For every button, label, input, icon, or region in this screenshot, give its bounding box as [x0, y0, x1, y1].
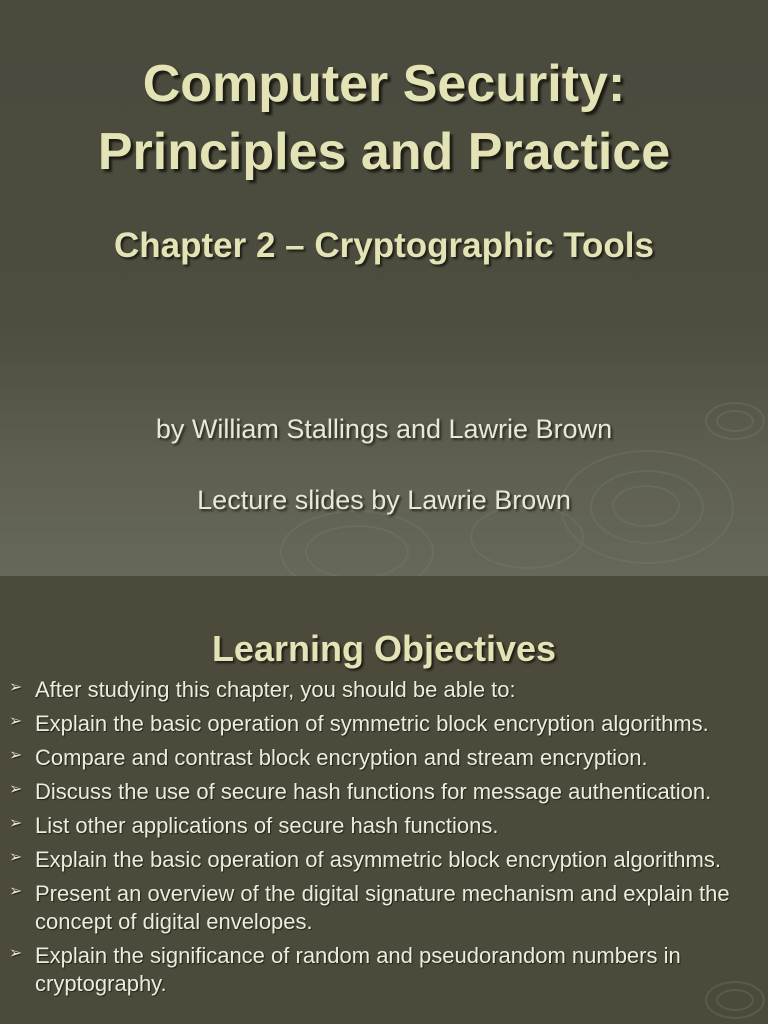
authors-line: by William Stallings and Lawrie Brown	[155, 414, 613, 444]
objective-item	[0, 744, 768, 772]
objective-text: Discuss the use of secure hash functions for message authentication.	[35, 779, 712, 804]
objective-text: Explain the basic operation of symmetric block encryption algorithms.	[35, 711, 709, 736]
arrow-bullet-icon: ➢	[9, 713, 23, 730]
arrow-bullet-icon: ➢	[9, 945, 23, 962]
chapter-subtitle: Chapter 2 – Cryptographic Tools	[114, 226, 654, 265]
objective-text: List other applications of secure hash functions.	[35, 813, 499, 838]
objective-item	[0, 880, 768, 936]
objective-item	[0, 846, 768, 874]
objectives-title: Learning Objectives	[211, 628, 557, 669]
objective-text: After studying this chapter, you should be able to:	[35, 677, 516, 702]
arrow-bullet-icon: ➢	[9, 883, 23, 900]
objective-text: Explain the basic operation of asymmetric block encryption algorithms.	[35, 847, 721, 872]
lecture-line: Lecture slides by Lawrie Brown	[197, 485, 571, 515]
objective-text: Present an overview of the digital signature mechanism and explain the concept of digital envelopes.	[35, 881, 730, 934]
objective-text: Compare and contrast block encryption and stream encryption.	[35, 745, 648, 770]
objective-item	[0, 778, 768, 806]
title-line-2: Principles and Practice	[97, 123, 671, 181]
objective-item	[0, 812, 768, 840]
objective-text: Explain the significance of random and pseudorandom numbers in cryptography.	[35, 943, 681, 996]
objective-item	[0, 676, 768, 704]
arrow-bullet-icon: ➢	[9, 747, 23, 764]
objective-item	[0, 942, 768, 998]
decorative-swirl	[305, 525, 409, 576]
title-line-1: Computer Security:	[142, 55, 626, 113]
arrow-bullet-icon: ➢	[9, 781, 23, 798]
arrow-bullet-icon: ➢	[9, 815, 23, 832]
objectives-list	[0, 676, 768, 1004]
objective-item	[0, 710, 768, 738]
objectives-slide	[0, 576, 768, 1024]
arrow-bullet-icon: ➢	[9, 849, 23, 866]
slide-title	[0, 50, 768, 186]
arrow-bullet-icon: ➢	[9, 679, 23, 696]
